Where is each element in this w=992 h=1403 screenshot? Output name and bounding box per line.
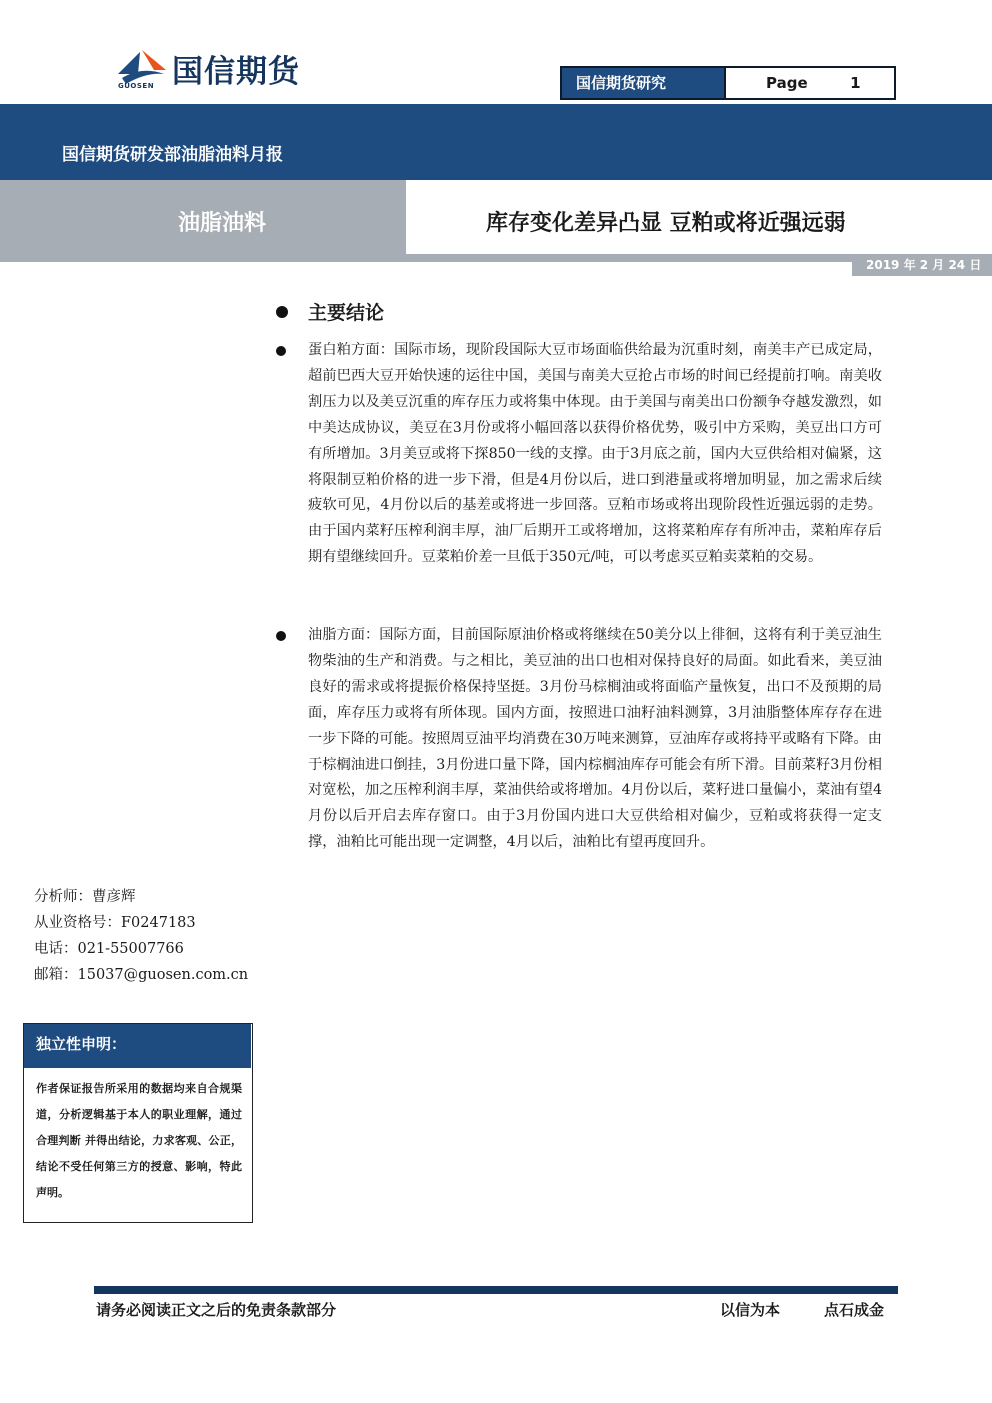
divider-bar bbox=[0, 254, 992, 262]
analyst-name: 分析师：曹彦辉 bbox=[34, 889, 136, 905]
paragraph-oils: 油脂方面：国际方面，目前国际原油价格或将继续在50美分以上徘徊，这将有利于美豆油生物柴油的生产和消费。与之相比，美豆油的出口也相对保持良好的局面。如此看来，美豆油良好的需求或将提振价格保持坚挺。3月份马棕榈油或将面临产量恢复，出口不及预期的局面，库存压力或将有所体现。国内方面，按照进口油籽油料测算，3月油脂整体库存存在进一步下降的可能。按照周豆油平均消费在30万吨来测算，豆油库存或将持平或略有下降。由于棕榈油进口倒挂，3月份进口量下降，国内棕榈油库存可能会有所下滑。目前菜籽3月份相对宽松，加之压榨利润丰厚，菜油供给或将增加。4月份以后，菜籽进口量偏小，菜油有望4月份以后开启去库存窗口。由于3月份国内进口大豆供给相对偏少，豆粕或将获得一定支撑，油粕比可能出现一定调整，4月以后，油粕比有望再度回升。 bbox=[308, 627, 882, 851]
header-page-box bbox=[726, 66, 896, 100]
analyst-email: 邮箱：15037@guosen.com.cn bbox=[34, 967, 249, 983]
logo-subtext: GUOSEN bbox=[118, 82, 155, 90]
footer-slogan-2: 点石成金 bbox=[824, 1301, 885, 1319]
analyst-phone: 电话：021-55007766 bbox=[34, 941, 184, 957]
statement-title: 独立性申明： bbox=[24, 1024, 251, 1068]
logo-wordmark: 国信期货 bbox=[172, 54, 300, 90]
report-headline: 库存变化差异凸显 豆粕或将近强远弱 bbox=[486, 210, 846, 236]
independence-statement-box bbox=[23, 1023, 253, 1223]
report-series-title: 国信期货研发部油脂油料月报 bbox=[62, 145, 283, 165]
report-date: 2019 年 2 月 24 日 bbox=[866, 258, 982, 272]
section-bullet-icon bbox=[276, 306, 288, 318]
company-logo bbox=[116, 44, 346, 94]
section-title: 主要结论 bbox=[308, 302, 385, 324]
paragraph-protein-meal: 蛋白粕方面：国际市场，现阶段国际大豆市场面临供给最为沉重时刻，南美丰产已成定局，超前巴西大豆开始快速的运往中国，美国与南美大豆抢占市场的时间已经提前打响。南美收割压力以及美豆沉重的库存压力或将集中体现。由于美国与南美出口份额争夺越发激烈，如中美达成协议，美豆在3月份或将小幅回落以获得价格优势，吸引中方采购，美豆出口方可有所增加。3月美豆或将下探850一线的支撑。由于3月底之前，国内大豆供给相对偏紧，这将限制豆粕价格的进一步下滑，但是4月份以后，进口到港量或将增加明显，加之需求后续疲软可见，4月份以后的基差或将进一步回落。豆粕市场或将出现阶段性近强远弱的走势。由于国内菜籽压榨利润丰厚，油厂后期开工或将增加，这将菜粕库存有所冲击，菜粕库存后期有望继续回升。豆菜粕价差一旦低于350元/吨，可以考虑买豆粕卖菜粕的交易。 bbox=[308, 342, 882, 566]
statement-body: 作者保证报告所采用的数据均来自合规渠道，分析逻辑基于本人的职业理解，通过合理判断 并得出结论，力求客观、公正，结论不受任何第三方的授意、影响，特此声明。 bbox=[36, 1082, 242, 1199]
analyst-license: 从业资格号：F0247183 bbox=[34, 915, 196, 931]
analyst-info bbox=[34, 884, 248, 988]
page-number: 1 bbox=[850, 74, 861, 92]
header-dept-box bbox=[560, 66, 726, 100]
page-label: Page bbox=[766, 74, 808, 92]
footer-divider bbox=[94, 1286, 898, 1294]
category-label: 油脂油料 bbox=[178, 210, 267, 236]
header-dept-label: 国信期货研究 bbox=[576, 74, 667, 92]
footer-slogan-1: 以信为本 bbox=[720, 1301, 781, 1319]
footer-disclaimer-note: 请务必阅读正文之后的免责条款部分 bbox=[96, 1301, 337, 1319]
bullet-icon bbox=[276, 631, 286, 641]
bullet-icon bbox=[276, 346, 286, 356]
